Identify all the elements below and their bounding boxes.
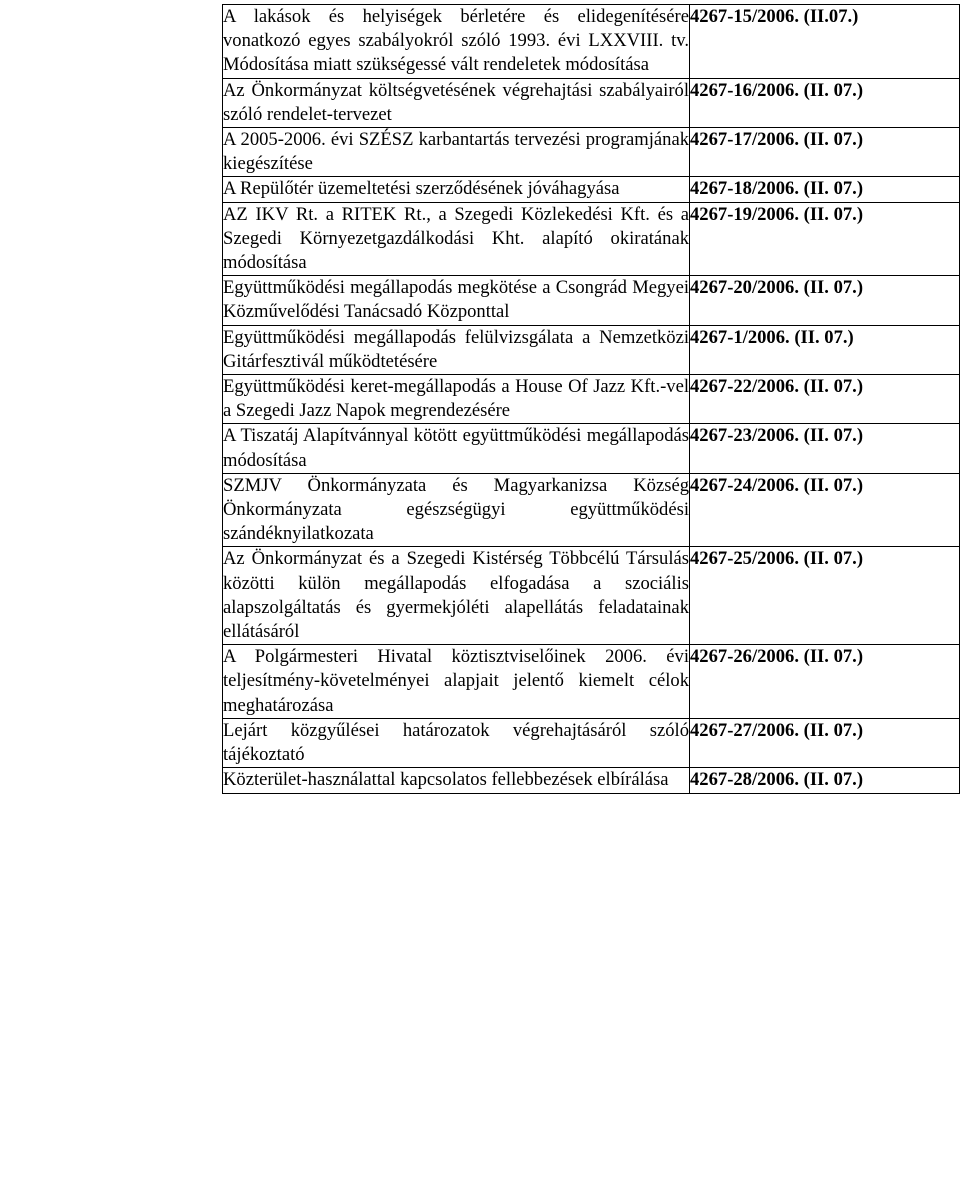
resolution-reference: 4267-24/2006. (II. 07.) <box>690 473 960 547</box>
table-row <box>223 276 960 325</box>
table-row <box>223 768 960 793</box>
table-row <box>223 202 960 276</box>
table-row <box>223 547 960 645</box>
table-row <box>223 128 960 177</box>
resolution-description: A Repülőtér üzemeltetési szerződésének jóváhagyása <box>223 177 690 202</box>
table-row <box>223 473 960 547</box>
table-row <box>223 718 960 767</box>
resolution-reference: 4267-1/2006. (II. 07.) <box>690 325 960 374</box>
resolution-reference: 4267-28/2006. (II. 07.) <box>690 768 960 793</box>
resolution-reference: 4267-25/2006. (II. 07.) <box>690 547 960 645</box>
resolution-description: Együttműködési keret-megállapodás a House Of Jazz Kft.-vel a Szegedi Jazz Napok megrendezésére <box>223 375 690 424</box>
resolution-description: A Polgármesteri Hivatal köztisztviselőinek 2006. évi teljesítmény-követelményei alapjait jelentő kiemelt célok meghatározása <box>223 645 690 719</box>
resolution-reference: 4267-15/2006. (II.07.) <box>690 5 960 79</box>
resolution-description: Az Önkormányzat és a Szegedi Kistérség Többcélú Társulás közötti külön megállapodás elfogadása a szociális alapszolgáltatás és gyermekjóléti alapellátás feladatainak ellátásáról <box>223 547 690 645</box>
resolution-reference: 4267-20/2006. (II. 07.) <box>690 276 960 325</box>
resolution-description: AZ IKV Rt. a RITEK Rt., a Szegedi Közlekedési Kft. és a Szegedi Környezetgazdálkodási Kht. alapító okiratának módosítása <box>223 202 690 276</box>
table-row <box>223 5 960 79</box>
resolution-description: A lakások és helyiségek bérletére és elidegenítésére vonatkozó egyes szabályokról szóló 1993. évi LXXVIII. tv. Módosítása miatt szükségessé vált rendeletek módosítása <box>223 5 690 79</box>
resolution-reference: 4267-16/2006. (II. 07.) <box>690 78 960 127</box>
table-row <box>223 424 960 473</box>
resolution-description: A Tiszatáj Alapítvánnyal kötött együttműködési megállapodás módosítása <box>223 424 690 473</box>
resolution-reference: 4267-27/2006. (II. 07.) <box>690 718 960 767</box>
resolution-description: Együttműködési megállapodás felülvizsgálata a Nemzetközi Gitárfesztivál működtetésére <box>223 325 690 374</box>
table-row <box>223 375 960 424</box>
resolution-reference: 4267-23/2006. (II. 07.) <box>690 424 960 473</box>
resolution-reference: 4267-17/2006. (II. 07.) <box>690 128 960 177</box>
table-row <box>223 645 960 719</box>
resolution-reference: 4267-18/2006. (II. 07.) <box>690 177 960 202</box>
resolution-description: SZMJV Önkormányzata és Magyarkanizsa Község Önkormányzata egészségügyi együttműködési szándéknyilatkozata <box>223 473 690 547</box>
resolution-description: Együttműködési megállapodás megkötése a Csongrád Megyei Közművelődési Tanácsadó Központtal <box>223 276 690 325</box>
resolution-description: Lejárt közgyűlései határozatok végrehajtásáról szóló tájékoztató <box>223 718 690 767</box>
table-row <box>223 78 960 127</box>
resolution-description: Közterület-használattal kapcsolatos fellebbezések elbírálása <box>223 768 690 793</box>
table-row <box>223 177 960 202</box>
resolutions-table <box>222 4 960 794</box>
resolution-reference: 4267-22/2006. (II. 07.) <box>690 375 960 424</box>
resolution-description: Az Önkormányzat költségvetésének végrehajtási szabályairól szóló rendelet-tervezet <box>223 78 690 127</box>
table-row <box>223 325 960 374</box>
resolution-description: A 2005-2006. évi SZÉSZ karbantartás tervezési programjának kiegészítése <box>223 128 690 177</box>
resolution-reference: 4267-19/2006. (II. 07.) <box>690 202 960 276</box>
resolution-reference: 4267-26/2006. (II. 07.) <box>690 645 960 719</box>
